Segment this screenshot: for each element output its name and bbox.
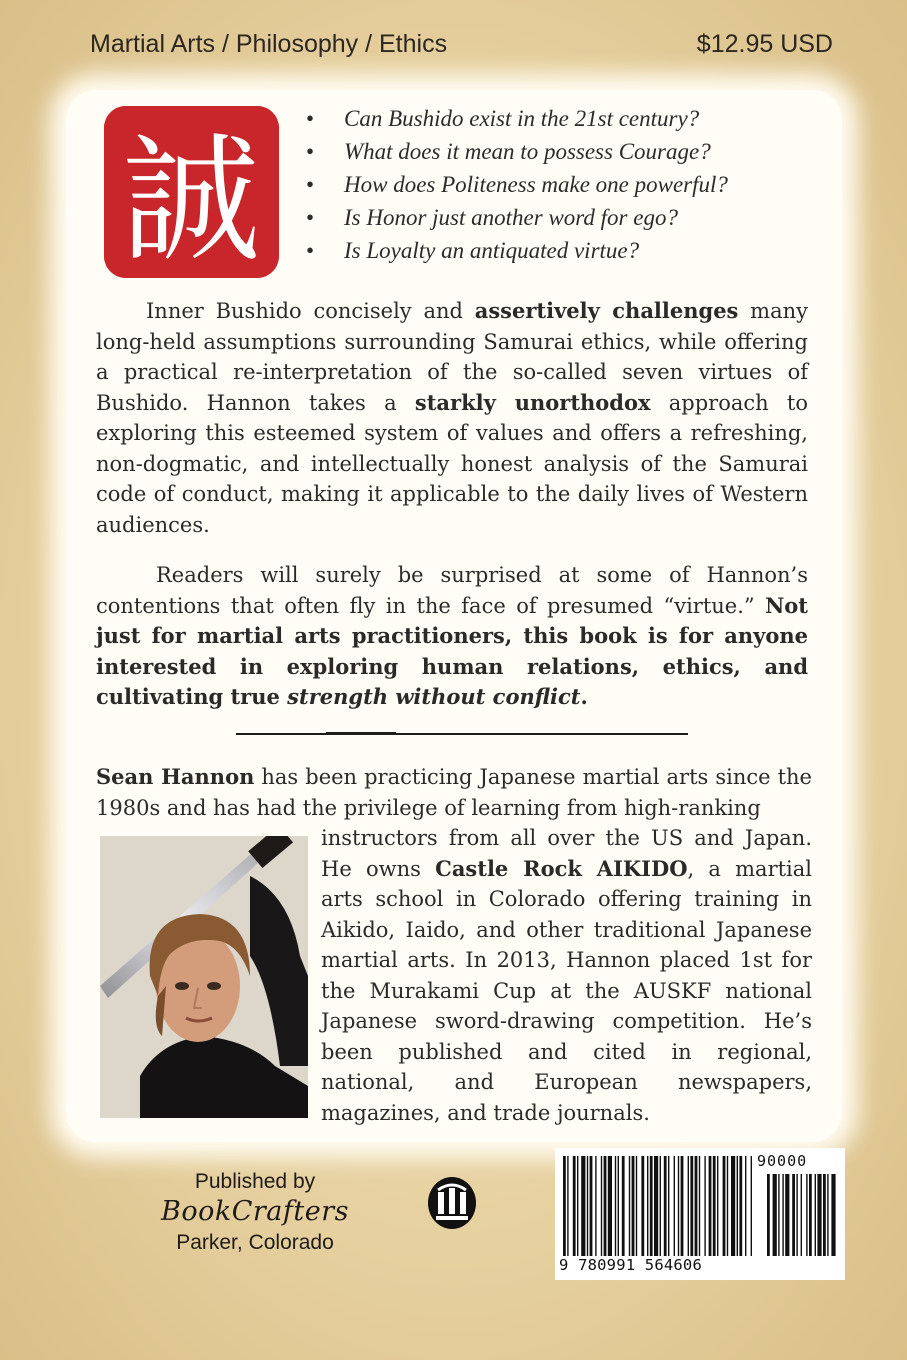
barcode-bar xyxy=(739,1156,742,1256)
barcode-bar xyxy=(660,1156,661,1256)
list-item: • Is Loyalty an antiquated virtue? xyxy=(306,238,640,263)
seal-character: 誠 xyxy=(121,120,261,278)
list-item: • Is Honor just another word for ego? xyxy=(306,205,678,230)
barcode-bar xyxy=(709,1156,712,1256)
barcode-bar xyxy=(688,1156,689,1256)
barcode-bar xyxy=(731,1156,735,1256)
barcode-bar xyxy=(678,1156,679,1256)
barcode-bar xyxy=(641,1156,644,1256)
barcode-bar xyxy=(590,1156,593,1256)
barcode-addon-bar xyxy=(801,1174,802,1256)
barcode-bar xyxy=(581,1156,585,1256)
publisher-location: Parker, Colorado xyxy=(176,1231,334,1254)
barcode-addon-bar xyxy=(831,1174,835,1256)
barcode-addon-bar xyxy=(773,1174,777,1256)
description-paragraph-1: Inner Bushido concisely and assertively challenges many long-held assumptions surrounding Samurai ethics, while offering a practical re-interpretation of the so-called seven virtues of Bushido. Hannon takes a starkly unorthodox approach to exploring this esteemed system of values and offers a refreshing, non-dogmatic, and intellectually honest analysis of the Samurai code of conduct, making it applicable to the daily lives of Western audiences. xyxy=(96,298,809,537)
barcode-bar xyxy=(636,1156,637,1256)
barcode-bar xyxy=(704,1156,705,1256)
barcode-bar xyxy=(737,1156,738,1256)
barcode-bar xyxy=(604,1156,607,1256)
barcode-addon-bar xyxy=(767,1174,770,1256)
barcode-bar xyxy=(622,1156,625,1256)
author-name: Sean Hannon xyxy=(96,764,255,789)
barcode-addon-bar xyxy=(809,1174,812,1256)
publisher-logo-icon xyxy=(426,1176,478,1230)
barcode-addon-bar xyxy=(792,1174,795,1256)
author-bio-body: instructors from all over the US and Japan. He owns Castle Rock AIKIDO, a martial arts school in Colorado offering training in Aikido, Iaido, and other traditional Japanese martial arts. In 2013, Hannon placed 1st for the Murakami Cup at the AUSKF national Japanese sword-drawing competition. He’s been published and cited in regional, national, and European newspapers, magazines, and trade journals. xyxy=(321,826,812,1125)
barcode-bar xyxy=(608,1156,612,1256)
barcode-bar xyxy=(654,1156,658,1256)
barcode-addon-bar xyxy=(778,1174,779,1256)
barcode-bar xyxy=(681,1156,684,1256)
barcode-bar xyxy=(647,1156,648,1256)
barcode-bar xyxy=(745,1156,746,1256)
barcode-addon-bar xyxy=(823,1174,826,1256)
category-label: Martial Arts / Philosophy / Ethics xyxy=(90,30,448,58)
barcode-bar xyxy=(595,1156,596,1256)
barcode-addon-bar xyxy=(817,1174,821,1256)
barcode-addon-bar xyxy=(785,1174,789,1256)
barcode-bar xyxy=(563,1156,566,1256)
barcode-bar xyxy=(695,1156,698,1256)
barcode-bar xyxy=(601,1156,602,1256)
barcode-bar xyxy=(727,1156,728,1256)
barcode-bar xyxy=(664,1156,667,1256)
barcode-addon-bar xyxy=(806,1174,807,1256)
section-divider xyxy=(236,733,688,735)
publisher-name: BookCrafters xyxy=(161,1196,349,1227)
barcode-bar xyxy=(650,1156,653,1256)
barcode-bar xyxy=(751,1156,752,1256)
barcode-bar xyxy=(690,1156,693,1256)
header-bar xyxy=(0,0,907,90)
list-item: • What does it mean to possess Courage? xyxy=(306,139,711,164)
barcode-bar xyxy=(699,1156,700,1256)
question-list xyxy=(300,102,728,267)
barcode-bar xyxy=(629,1156,630,1256)
barcode-bar xyxy=(577,1156,578,1256)
barcode-bar xyxy=(674,1156,675,1256)
barcode-bar xyxy=(632,1156,635,1256)
kanji-seal-icon xyxy=(104,106,279,278)
school-name: Castle Rock AIKIDO xyxy=(435,855,688,881)
isbn-number: 9 780991 564606 xyxy=(559,1256,702,1274)
barcode-bar xyxy=(587,1156,588,1256)
list-item: • Can Bushido exist in the 21st century? xyxy=(306,106,700,131)
barcode-bar xyxy=(615,1156,616,1256)
description-paragraph-2: Readers will surely be surprised at some of Hannon’s contentions that often fly in the face of presumed “virtue.” Not just for martial arts practitioners, this book is for anyone interested in exploring human relations, ethics, and cultivating true strength without conflict. xyxy=(96,563,808,709)
barcode-bar xyxy=(668,1156,669,1256)
publisher-block xyxy=(140,1168,370,1256)
published-by-label: Published by xyxy=(194,1170,316,1193)
barcode-addon-bar xyxy=(827,1174,828,1256)
list-item: • How does Politeness make one powerful? xyxy=(306,172,728,197)
barcode-addon: 90000 xyxy=(757,1152,808,1170)
barcode-bar xyxy=(567,1156,568,1256)
author-photo xyxy=(100,836,308,1118)
barcode-bar xyxy=(618,1156,619,1256)
barcode-addon-bar xyxy=(796,1174,797,1256)
author-bio-intro: Sean Hannon has been practicing Japanese martial arts since the 1980s and has had the privilege of learning from high-ranking xyxy=(96,764,812,820)
barcode-bar xyxy=(723,1156,726,1256)
barcode-icon xyxy=(555,1148,845,1280)
barcode-addon-bar xyxy=(782,1174,783,1256)
barcode-bar xyxy=(713,1156,716,1256)
price-label: $12.95 USD xyxy=(696,30,833,58)
barcode-addon-bar xyxy=(815,1174,816,1256)
barcode-bar xyxy=(717,1156,718,1256)
barcode-bar xyxy=(573,1156,576,1256)
